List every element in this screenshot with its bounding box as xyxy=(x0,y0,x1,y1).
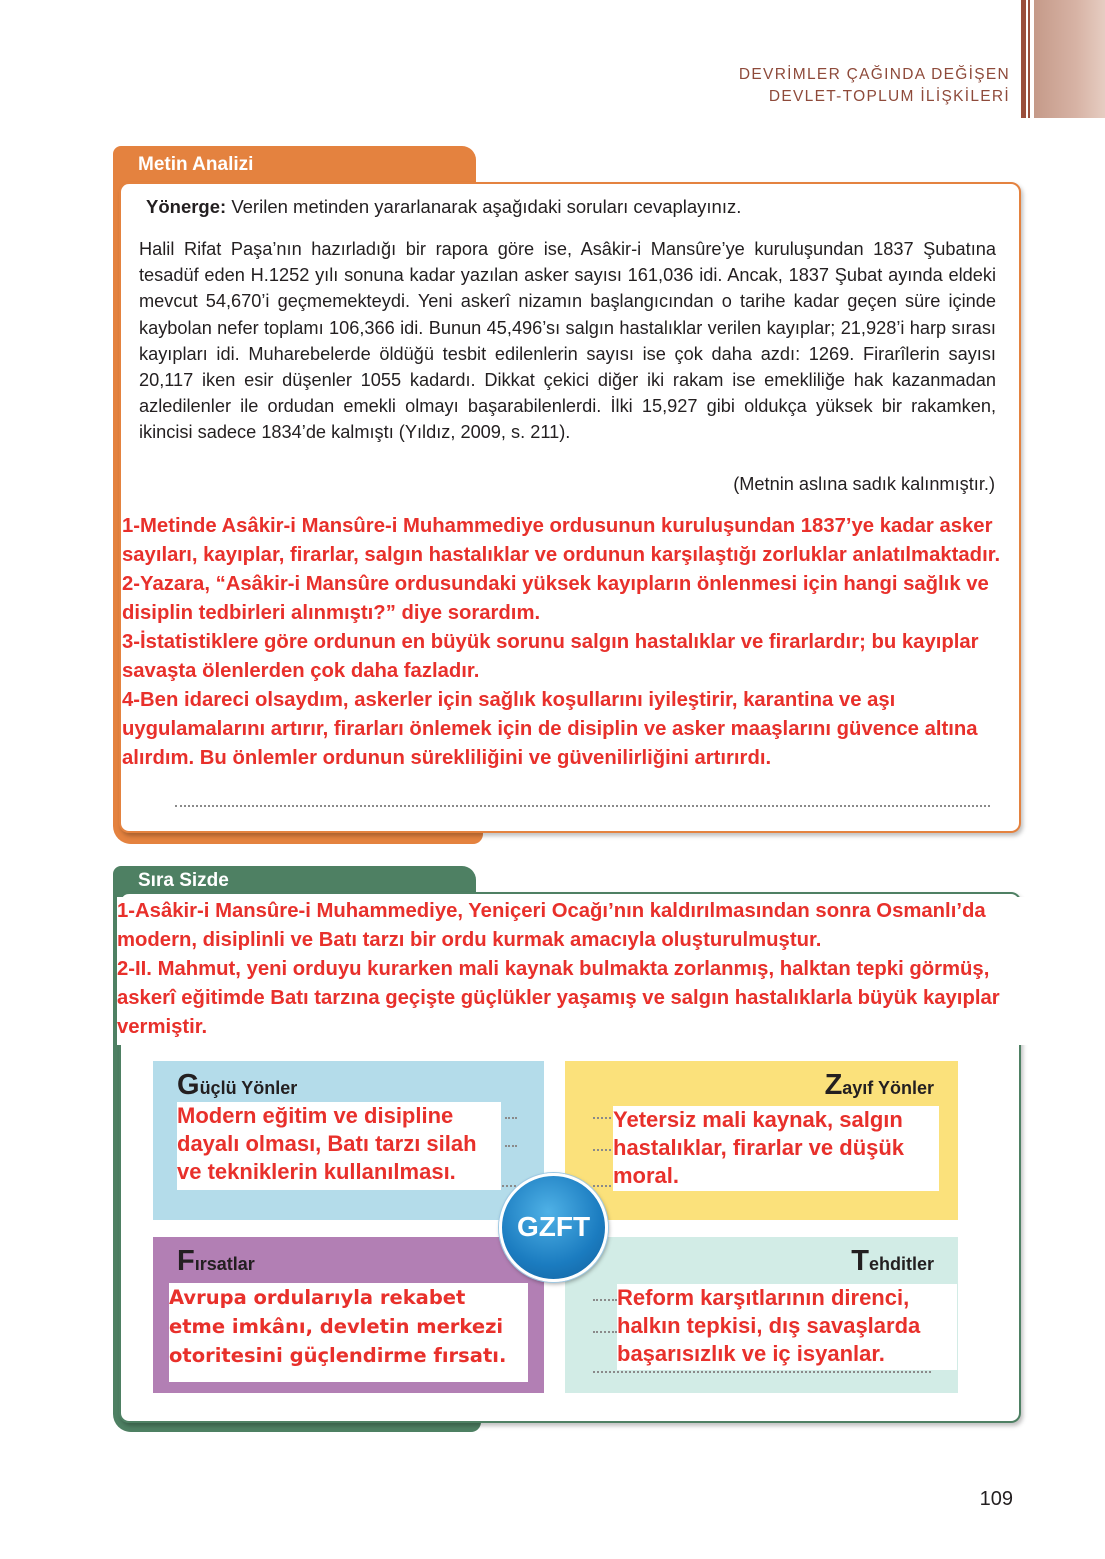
directive-text: Verilen metinden yararlanarak aşağıdaki soruları cevaplayınız. xyxy=(226,196,742,217)
directive xyxy=(146,196,741,218)
strengths-dots xyxy=(505,1145,517,1147)
metin-analizi-tab xyxy=(113,146,476,186)
swot-threats xyxy=(565,1237,958,1393)
gzft-badge xyxy=(499,1173,608,1282)
chapter-title xyxy=(739,64,1010,108)
directive-label: Yönerge: xyxy=(146,196,227,217)
answer-item: 2-Yazara, “Asâkir-i Mansûre ordusundaki yüksek kayıpların önlenmesi için hangi sağlık ve disiplin tedbirleri alınmıştı?” diye sorardım. xyxy=(122,573,989,624)
header-accent-bar-thin xyxy=(1028,0,1030,118)
threats-dots xyxy=(593,1331,617,1333)
sira-sizde-tab-label: Sıra Sizde xyxy=(138,870,229,891)
metin-analizi-answers[interactable] xyxy=(122,512,1002,773)
threats-answer[interactable]: Reform karşıtlarının direnci, halkın tepkisi, dış savaşlarda başarısızlık ve iç isyanlar. xyxy=(617,1284,957,1370)
answer-item: 2-II. Mahmut, yeni orduyu kurarken mali kaynak bulmakta zorlanmış, halktan tepki görmüş, askerî eğitimde Batı tarzına geçişte güçlükler yaşamış ve salgın hastalıklarla büyük kayıplar vermiştir. xyxy=(117,958,1000,1038)
gzft-label: GZFT xyxy=(516,1211,591,1242)
opportunities-title: Fırsatlar xyxy=(177,1245,255,1277)
threats-dots xyxy=(593,1371,931,1373)
source-note: (Metnin aslına sadık kalınmıştır.) xyxy=(733,474,995,494)
answer-item: 3-İstatistiklere göre ordunun en büyük sorunu salgın hastalıklar ve firarlardır; bu kayıplar savaşta ölenlerden çok daha fazladır. xyxy=(122,631,979,682)
page-number: 109 xyxy=(979,1488,1013,1510)
weaknesses-title: Zayıf Yönler xyxy=(824,1069,934,1101)
threats-dots xyxy=(593,1299,617,1301)
answer-item: 1-Asâkir-i Mansûre-i Muhammediye, Yeniçeri Ocağı’nın kaldırılmasından sonra Osmanlı’da modern, disiplinli ve Batı tarzı bir ordu kurmak amacıyla oluşturulmuştur. xyxy=(117,900,986,951)
header-corner-block xyxy=(1034,0,1105,118)
chapter-title-line2: DEVLET-TOPLUM İLİŞKİLERİ xyxy=(768,88,1010,105)
chapter-title-line1: DEVRİMLER ÇAĞINDA DEĞİŞEN xyxy=(738,66,1010,83)
weaknesses-dots xyxy=(593,1149,611,1151)
threats-title: Tehditler xyxy=(851,1245,934,1277)
strengths-title: Güçlü Yönler xyxy=(177,1069,298,1101)
answer-item: 4-Ben idareci olsaydım, askerler için sağlık koşullarını iyileştirir, karantina ve aşı uygulamalarını artırır, firarları önlemek için de disiplin ve asker maaşlarını güvence altına alırdım. Bu önlemler ordunun sürekliliğini ve güvenilirliğini artırırdı. xyxy=(122,689,978,769)
weaknesses-dots xyxy=(593,1117,611,1119)
swot-weaknesses xyxy=(565,1061,958,1220)
swot-strengths xyxy=(153,1061,544,1220)
opportunities-answer[interactable]: Avrupa ordularıyla rekabet etme imkânı, devletin merkezi otoritesini güçlendirme fırsatı. xyxy=(169,1283,528,1382)
source-passage: Halil Rifat Paşa’nın hazırladığı bir rapora göre ise, Asâkir-i Mansûre’ye kuruluşundan 1837 Şubatına tesadüf eden H.1252 yılı sonuna kadar yazılan asker sayısı 161,036 idi. Ancak, 1837 Şubat ayında eldeki mevcut 54,670’i geçmemekteydi. Yeni askerî nizamın başlangıcından o tarihe kadar geçen süre içinde kaybolan nefer toplamı 106,366 idi. Bunun 45,496’sı salgın hastalıklar verilen kayıplar; 21,928’i harp sırası kayıpları idi. Muharebelerde öldüğü tesbit edilenlerin sayısı ise çok daha azdı: 1269. Firarîlerin sayısı 20,117 iken esir düşenler 1055 kadardı. Dikkat çekici diğer iki rakam ise emekliliğe hak kazanmadan azledilenler ile ordudan emekli olmayı başarabilenlerdi. İlki 15,927 gibi oldukça yüksek bir rakamken, ikincisi sadece 1834’de kalmıştı (Yıldız, 2009, s. 211). xyxy=(139,239,996,443)
metin-analizi-tab-label: Metin Analizi xyxy=(138,154,254,175)
weaknesses-answer[interactable]: Yetersiz mali kaynak, salgın hastalıklar, firarlar ve düşük moral. xyxy=(613,1106,939,1191)
sira-sizde-answers[interactable] xyxy=(117,897,1028,1045)
swot-opportunities xyxy=(153,1237,544,1393)
header-accent-bar xyxy=(1021,0,1026,118)
answer-item: 1-Metinde Asâkir-i Mansûre-i Muhammediye ordusunun kuruluşundan 1837’ye kadar asker sayıları, kayıplar, firarlar, salgın hastalıklar ve ordunun karşılaştığı zorluklar anlatılmaktadır. xyxy=(122,515,1001,566)
answer-dotted-line xyxy=(175,805,990,807)
strengths-dots xyxy=(505,1117,517,1119)
strengths-answer[interactable]: Modern eğitim ve disipline dayalı olması, Batı tarzı silah ve tekniklerin kullanılması. xyxy=(177,1102,501,1190)
